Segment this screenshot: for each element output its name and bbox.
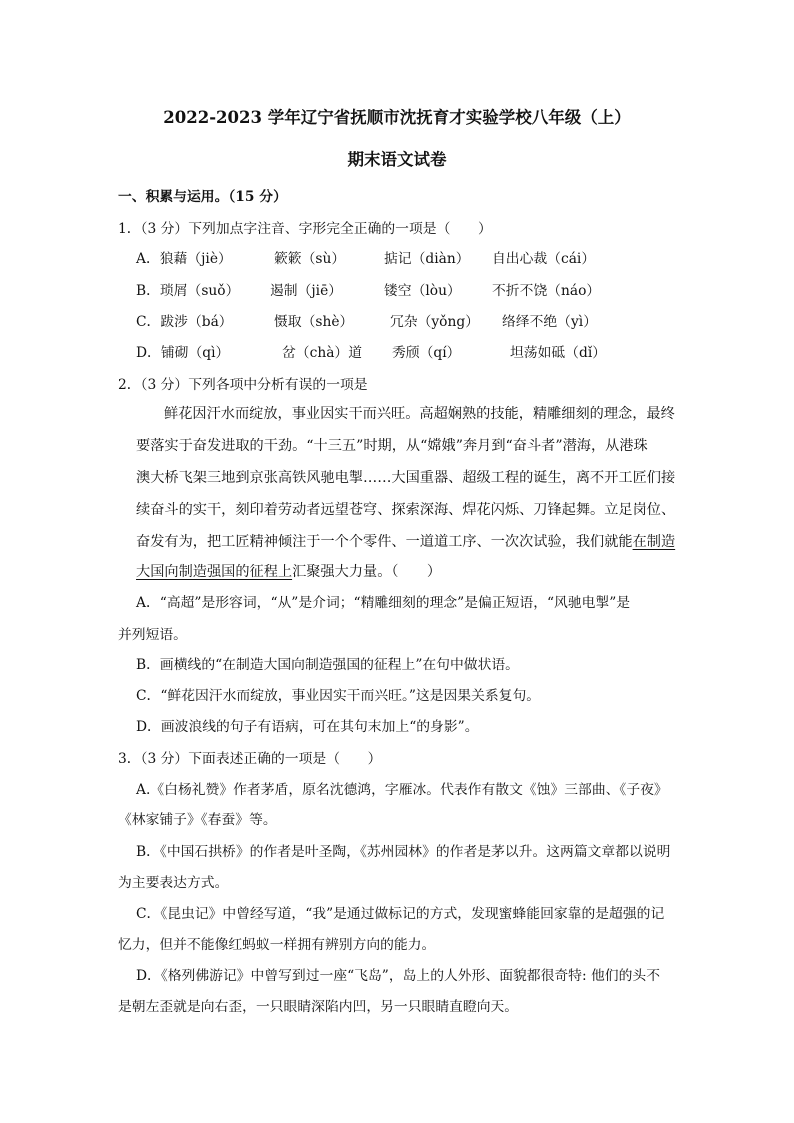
question-3-stem: 3．（3 分）下面表述正确的一项是（ ） [118,751,382,767]
question-3-option-d: D．《格列佛游记》中曾写到过一座“飞岛”，岛上的人外形、面貌都很奇特: 他们的头不 [136,968,660,984]
option-cell: A．狼藉（jiè） [136,251,232,267]
passage-line: 续奋斗的实干，刻印着劳动者远望苍穹、探索深海、焊花闪烁、刀锋起舞。立足岗位、 [136,502,676,518]
option-cell: 慑取（shè） [274,314,354,330]
section-heading: 一、积累与运用。（15 分） [118,189,287,205]
passage-text: 奋发有为，把工匠精神倾注于一个个零件、一道道工序、一次次试验，我们就能 [136,534,633,550]
option-cell: B．琐屑（suǒ） [136,283,240,299]
option-cell: 秀颀（qí） [392,345,461,361]
passage-text: 汇聚强大力量。（ ） [292,564,442,580]
option-cell: 不折不饶（náo） [492,283,601,299]
question-2-option-c: C．“鲜花因汗水而绽放，事业因实干而兴旺。”这是因果关系复句。 [136,688,541,704]
option-cell: 遏制（jiē） [270,283,343,299]
question-3-option-d-cont: 是朝左歪就是向右歪，一只眼睛深陷内凹，另一只眼睛直瞪向天。 [118,999,519,1015]
question-3-option-a-cont: 《林家铺子》《春蚕》等。 [118,812,277,828]
option-cell: C．跋涉（bá） [136,314,233,330]
exam-subtitle: 期末语文试卷 [347,150,447,169]
underlined-phrase: 在制造 [632,534,676,550]
option-cell: 镂空（lòu） [384,283,461,299]
question-3-option-b: B．《中国石拱桥》的作者是叶圣陶，《苏州园林》的作者是茅以升。这两篇文章都以说明 [136,844,671,860]
option-cell: 坦荡如砥（dǐ） [510,345,607,361]
question-1-stem: 1．（3 分）下列加点字注音、字形完全正确的一项是（ ） [118,221,492,237]
option-cell: 冗杂（yǒng） [390,314,480,330]
option-cell: 自出心裁（cái） [492,251,596,267]
question-2-stem: 2．（3 分）下列各项中分析有误的一项是 [118,377,368,393]
question-2-option-a-cont: 并列短语。 [118,627,187,643]
option-cell: 簌簌（sù） [274,251,346,267]
exam-title: 2022-2023 学年辽宁省抚顺市沈抚育才实验学校八年级（上） [163,108,631,127]
question-3-option-a: A.《白杨礼赞》作者茅盾，原名沈德鸿，字雁冰。代表作有散文《蚀》三部曲、《子夜》 [136,782,668,798]
question-3-option-b-cont: 为主要表达方式。 [118,875,229,891]
option-cell: D．铺砌（qì） [136,345,230,361]
passage-line [136,562,441,582]
question-3-option-c: C．《昆虫记》中曾经写道，“我”是通过做标记的方式，发现蜜蜂能回家靠的是超强的记 [136,906,665,922]
passage-line: 澳大桥飞架三地到京张高铁风驰电掣……大国重器、超级工程的诞生，离不开工匠们接 [136,470,676,486]
underlined-phrase: 大国向制造强国的征程上 [136,564,293,580]
passage-line: 要落实于奋发进取的干劲。“十三五”时期，从“嫦娥”奔月到“奋斗者”潜海，从港珠 [136,438,648,454]
option-cell: 掂记（diàn） [384,251,470,267]
option-cell: 络绎不绝（yì） [502,314,597,330]
passage-line [136,532,675,552]
question-2-option-d: D．画波浪线的句子有语病，可在其句末加上“的身影”。 [136,719,479,735]
passage-line: 鲜花因汗水而绽放，事业因实干而兴旺。高超娴熟的技能，精雕细刻的理念，最终 [164,406,675,422]
question-2-option-a: A．“高超”是形容词，“从”是介词；“精雕细刻的理念”是偏正短语，“风驰电掣”是 [136,595,631,611]
question-3-option-c-cont: 忆力，但并不能像红蚂蚁一样拥有辨别方向的能力。 [118,937,436,953]
question-2-option-b: B．画横线的“在制造大国向制造强国的征程上”在句中做状语。 [136,657,519,673]
option-cell: 岔（chà）道 [282,345,363,361]
